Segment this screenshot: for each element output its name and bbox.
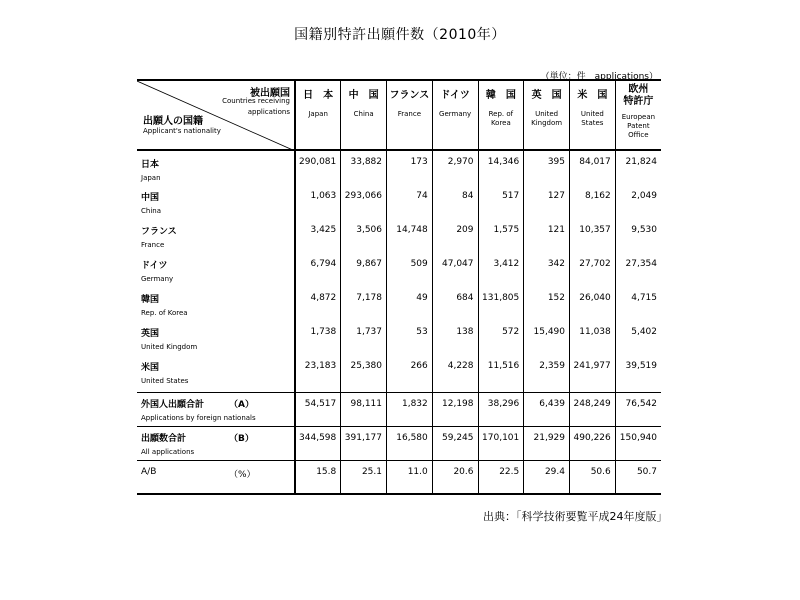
- table-cell: 2,970: [432, 150, 478, 188]
- table-cell: 59,245: [432, 426, 478, 460]
- table-cell: 266: [387, 358, 433, 392]
- header-corner: [137, 80, 295, 150]
- table-cell: 344,598: [295, 426, 341, 460]
- column-header-korea: 韓 国 Rep. of Korea: [478, 80, 524, 150]
- table-cell: 53: [387, 324, 433, 358]
- table-cell: 290,081: [295, 150, 341, 188]
- page-title: 国籍別特許出願件数（2010年）: [294, 27, 506, 43]
- row-label: 中国 China: [137, 188, 295, 222]
- table-cell: 22.5: [478, 460, 524, 494]
- table-cell: 76,542: [615, 392, 661, 426]
- patent-applications-table: [137, 79, 661, 495]
- table-cell: 12,198: [432, 392, 478, 426]
- table-cell: 25,380: [341, 358, 387, 392]
- table-cell: 1,738: [295, 324, 341, 358]
- table-cell: 209: [432, 222, 478, 256]
- table-cell: 21,929: [524, 426, 570, 460]
- table-cell: 3,506: [341, 222, 387, 256]
- table-cell: 241,977: [570, 358, 616, 392]
- table-cell: 391,177: [341, 426, 387, 460]
- applicant-nationality-label-en: Applicant's nationality: [143, 127, 221, 135]
- table-cell: 26,040: [570, 290, 616, 324]
- table-cell: 173: [387, 150, 433, 188]
- table-cell: 490,226: [570, 426, 616, 460]
- column-header-germany: ドイツ Germany: [432, 80, 478, 150]
- row-label: 米国 United States: [137, 358, 295, 392]
- column-header-china: 中 国 China: [341, 80, 387, 150]
- table-cell: 27,354: [615, 256, 661, 290]
- table-cell: 6,439: [524, 392, 570, 426]
- table-row: [137, 324, 661, 358]
- table-cell: 2,359: [524, 358, 570, 392]
- table-cell: 121: [524, 222, 570, 256]
- table-cell: 8,162: [570, 188, 616, 222]
- receiving-country-label: 被出願国: [250, 88, 290, 99]
- table-cell: 4,872: [295, 290, 341, 324]
- table-cell: 74: [387, 188, 433, 222]
- header-row: [137, 80, 661, 150]
- table-cell: 11,516: [478, 358, 524, 392]
- receiving-country-label-en: Countries receiving applications: [222, 97, 290, 116]
- table-cell: 11.0: [387, 460, 433, 494]
- table-row: [137, 290, 661, 324]
- table-cell: 21,824: [615, 150, 661, 188]
- ratio-row: [137, 460, 661, 494]
- row-label: 英国 United Kingdom: [137, 324, 295, 358]
- applicant-nationality-label: 出願人の国籍: [143, 116, 203, 127]
- table-row: [137, 256, 661, 290]
- table-cell: 39,519: [615, 358, 661, 392]
- table-cell: 1,575: [478, 222, 524, 256]
- row-label: 出願数合計 （B） All applications: [137, 426, 295, 460]
- all-total-row: [137, 426, 661, 460]
- table-cell: 127: [524, 188, 570, 222]
- table-cell: 395: [524, 150, 570, 188]
- table-cell: 20.6: [432, 460, 478, 494]
- row-label: A/B （%）: [137, 460, 295, 494]
- table-cell: 15,490: [524, 324, 570, 358]
- table-cell: 1,832: [387, 392, 433, 426]
- table-cell: 47,047: [432, 256, 478, 290]
- table-cell: 248,249: [570, 392, 616, 426]
- table-cell: 293,066: [341, 188, 387, 222]
- column-header-us: 米 国 United States: [570, 80, 616, 150]
- row-label: ドイツ Germany: [137, 256, 295, 290]
- table-cell: 4,228: [432, 358, 478, 392]
- table-cell: 517: [478, 188, 524, 222]
- table-cell: 2,049: [615, 188, 661, 222]
- foreign-total-row: [137, 392, 661, 426]
- table-cell: 7,178: [341, 290, 387, 324]
- table-cell: 49: [387, 290, 433, 324]
- table-cell: 9,530: [615, 222, 661, 256]
- table-cell: 29.4: [524, 460, 570, 494]
- column-header-uk: 英 国 United Kingdom: [524, 80, 570, 150]
- table-cell: 14,346: [478, 150, 524, 188]
- table-cell: 152: [524, 290, 570, 324]
- table-cell: 1,063: [295, 188, 341, 222]
- table-cell: 23,183: [295, 358, 341, 392]
- table-cell: 50.6: [570, 460, 616, 494]
- table-cell: 5,402: [615, 324, 661, 358]
- table-body: [137, 150, 661, 494]
- table-row: [137, 222, 661, 256]
- table-cell: 38,296: [478, 392, 524, 426]
- table-cell: 3,412: [478, 256, 524, 290]
- table-cell: 10,357: [570, 222, 616, 256]
- table-cell: 25.1: [341, 460, 387, 494]
- row-label: 日本 Japan: [137, 150, 295, 188]
- table-cell: 509: [387, 256, 433, 290]
- table-cell: 50.7: [615, 460, 661, 494]
- table-cell: 15.8: [295, 460, 341, 494]
- row-label: フランス France: [137, 222, 295, 256]
- table-cell: 33,882: [341, 150, 387, 188]
- table-row: [137, 188, 661, 222]
- table-cell: 84: [432, 188, 478, 222]
- table-cell: 9,867: [341, 256, 387, 290]
- table-cell: 54,517: [295, 392, 341, 426]
- table-cell: 342: [524, 256, 570, 290]
- table-cell: 98,111: [341, 392, 387, 426]
- table-cell: 131,805: [478, 290, 524, 324]
- table-cell: 84,017: [570, 150, 616, 188]
- table-cell: 138: [432, 324, 478, 358]
- table-row: [137, 358, 661, 392]
- table-cell: 4,715: [615, 290, 661, 324]
- table-cell: 16,580: [387, 426, 433, 460]
- table-row: [137, 150, 661, 188]
- table-cell: 11,038: [570, 324, 616, 358]
- table-cell: 3,425: [295, 222, 341, 256]
- column-header-epo: 欧州 特許庁 European Patent Office: [615, 80, 661, 150]
- unit-note: （単位：件 applications）: [540, 72, 658, 82]
- table-cell: 1,737: [341, 324, 387, 358]
- row-label: 韓国 Rep. of Korea: [137, 290, 295, 324]
- source-note: 出典：｢科学技術要覧平成24年度版｣: [483, 510, 662, 523]
- column-header-france: フランス France: [387, 80, 433, 150]
- row-label: 外国人出願合計 （A） Applications by foreign nationals: [137, 392, 295, 426]
- column-header-japan: 日 本 Japan: [295, 80, 341, 150]
- table-cell: 14,748: [387, 222, 433, 256]
- table-cell: 684: [432, 290, 478, 324]
- table-cell: 150,940: [615, 426, 661, 460]
- table-cell: 572: [478, 324, 524, 358]
- table-cell: 27,702: [570, 256, 616, 290]
- table-cell: 6,794: [295, 256, 341, 290]
- table-cell: 170,101: [478, 426, 524, 460]
